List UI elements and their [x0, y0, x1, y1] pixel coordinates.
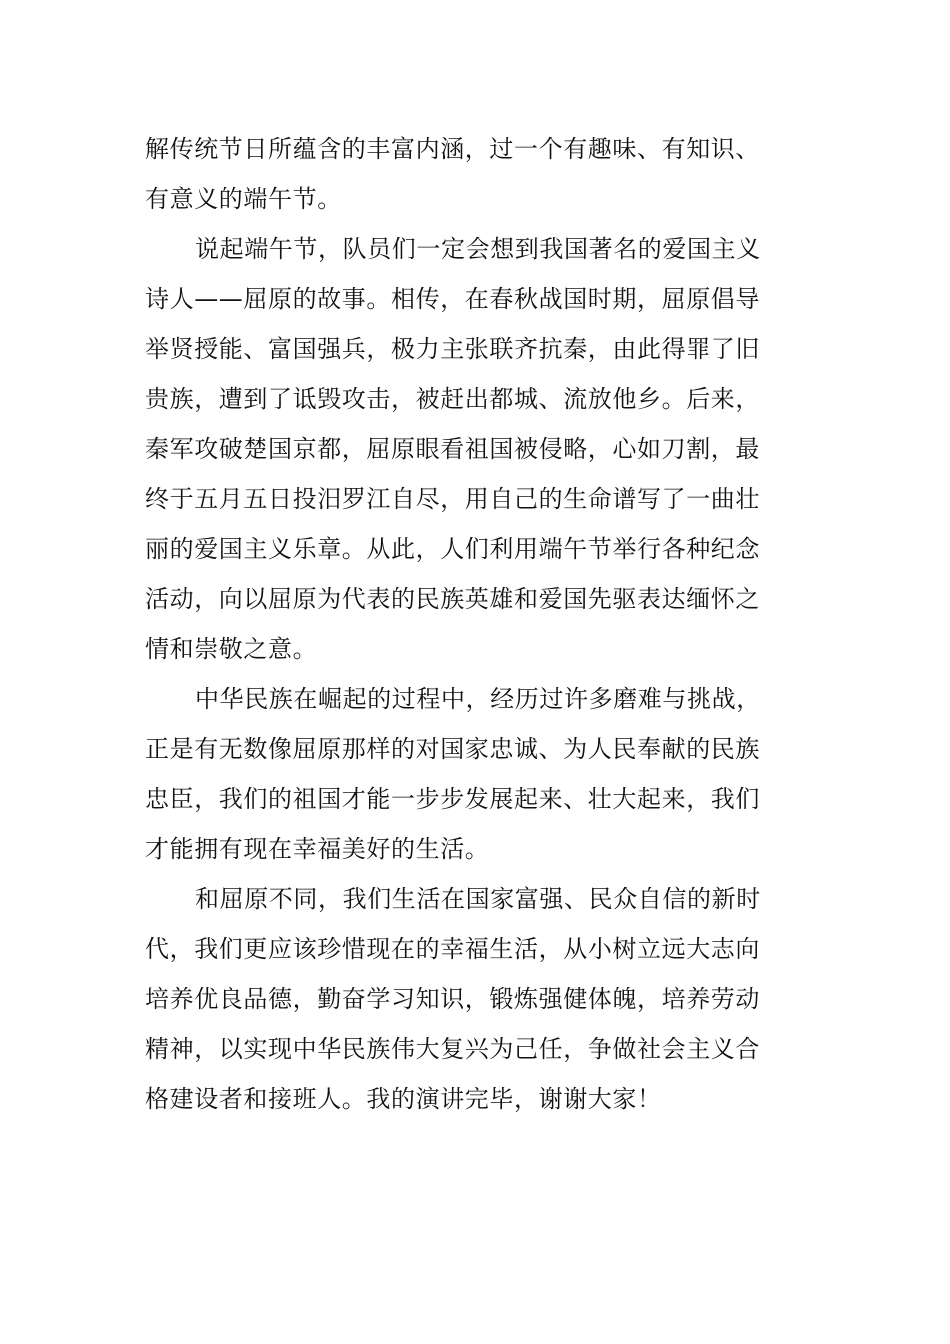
text-line: 诗人——屈原的故事。相传，在春秋战国时期，屈原倡导: [145, 285, 760, 313]
text-line: 正是有无数像屈原那样的对国家忠诚、为人民奉献的民族: [145, 735, 760, 763]
paragraph-start-line: 和屈原不同，我们生活在国家富强、民众自信的新时: [195, 885, 761, 913]
text-line: 解传统节日所蕴含的丰富内涵，过一个有趣味、有知识、: [145, 135, 760, 163]
text-line: 有意义的端午节。: [145, 185, 342, 213]
text-line: 忠臣，我们的祖国才能一步步发展起来、壮大起来，我们: [145, 785, 760, 813]
text-line: 培养优良品德，勤奋学习知识，锻炼强健体魄，培养劳动: [145, 985, 760, 1013]
paragraph-start-line: 中华民族在崛起的过程中，经历过许多磨难与挑战，: [195, 685, 761, 713]
text-line: 格建设者和接班人。我的演讲完毕，谢谢大家！: [145, 1085, 662, 1113]
text-line: 终于五月五日投汨罗江自尽，用自己的生命谱写了一曲壮: [145, 485, 760, 513]
text-line: 情和崇敬之意。: [145, 635, 318, 663]
text-line: 丽的爱国主义乐章。从此，人们利用端午节举行各种纪念: [145, 535, 760, 563]
text-line: 秦军攻破楚国京都，屈原眼看祖国被侵略，心如刀割，最: [145, 435, 760, 463]
text-line: 精神，以实现中华民族伟大复兴为己任，争做社会主义合: [145, 1035, 760, 1063]
text-line: 贵族，遭到了诋毁攻击，被赶出都城、流放他乡。后来，: [145, 385, 760, 413]
text-line: 代，我们更应该珍惜现在的幸福生活，从小树立远大志向: [145, 935, 760, 963]
text-line: 举贤授能、富国强兵，极力主张联齐抗秦，由此得罪了旧: [145, 335, 760, 363]
speech-body: [145, 124, 810, 1124]
text-line: 活动，向以屈原为代表的民族英雄和爱国先驱表达缅怀之: [145, 585, 760, 613]
text-line: 才能拥有现在幸福美好的生活。: [145, 835, 490, 863]
paragraph-start-line: 说起端午节，队员们一定会想到我国著名的爱国主义: [195, 235, 761, 263]
